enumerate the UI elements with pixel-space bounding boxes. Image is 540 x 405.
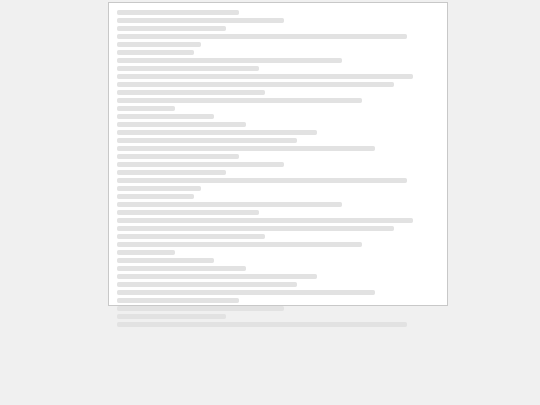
placeholder-line xyxy=(117,146,375,151)
placeholder-line xyxy=(117,66,259,71)
placeholder-line xyxy=(117,258,214,263)
placeholder-line xyxy=(117,314,226,319)
text-panel[interactable] xyxy=(108,2,448,306)
placeholder-line xyxy=(117,138,297,143)
text-lines xyxy=(117,10,439,327)
placeholder-line xyxy=(117,50,194,55)
placeholder-line xyxy=(117,122,246,127)
placeholder-line xyxy=(117,194,194,199)
placeholder-line xyxy=(117,210,259,215)
placeholder-line xyxy=(117,74,413,79)
placeholder-line xyxy=(117,170,226,175)
placeholder-line xyxy=(117,26,226,31)
placeholder-line xyxy=(117,98,362,103)
placeholder-line xyxy=(117,250,175,255)
placeholder-line xyxy=(117,42,201,47)
placeholder-line xyxy=(117,218,413,223)
placeholder-line xyxy=(117,202,342,207)
placeholder-line xyxy=(117,282,297,287)
placeholder-line xyxy=(117,274,317,279)
placeholder-line xyxy=(117,18,284,23)
placeholder-line xyxy=(117,114,214,119)
placeholder-line xyxy=(117,226,394,231)
placeholder-line xyxy=(117,82,394,87)
placeholder-line xyxy=(117,242,362,247)
placeholder-line xyxy=(117,10,239,15)
placeholder-line xyxy=(117,130,317,135)
placeholder-line xyxy=(117,266,246,271)
placeholder-line xyxy=(117,298,239,303)
placeholder-line xyxy=(117,34,407,39)
placeholder-line xyxy=(117,322,407,327)
placeholder-line xyxy=(117,58,342,63)
placeholder-line xyxy=(117,106,175,111)
placeholder-line xyxy=(117,234,265,239)
placeholder-line xyxy=(117,306,284,311)
placeholder-line xyxy=(117,162,284,167)
placeholder-line xyxy=(117,186,201,191)
placeholder-line xyxy=(117,154,239,159)
placeholder-line xyxy=(117,290,375,295)
placeholder-line xyxy=(117,178,407,183)
placeholder-line xyxy=(117,90,265,95)
